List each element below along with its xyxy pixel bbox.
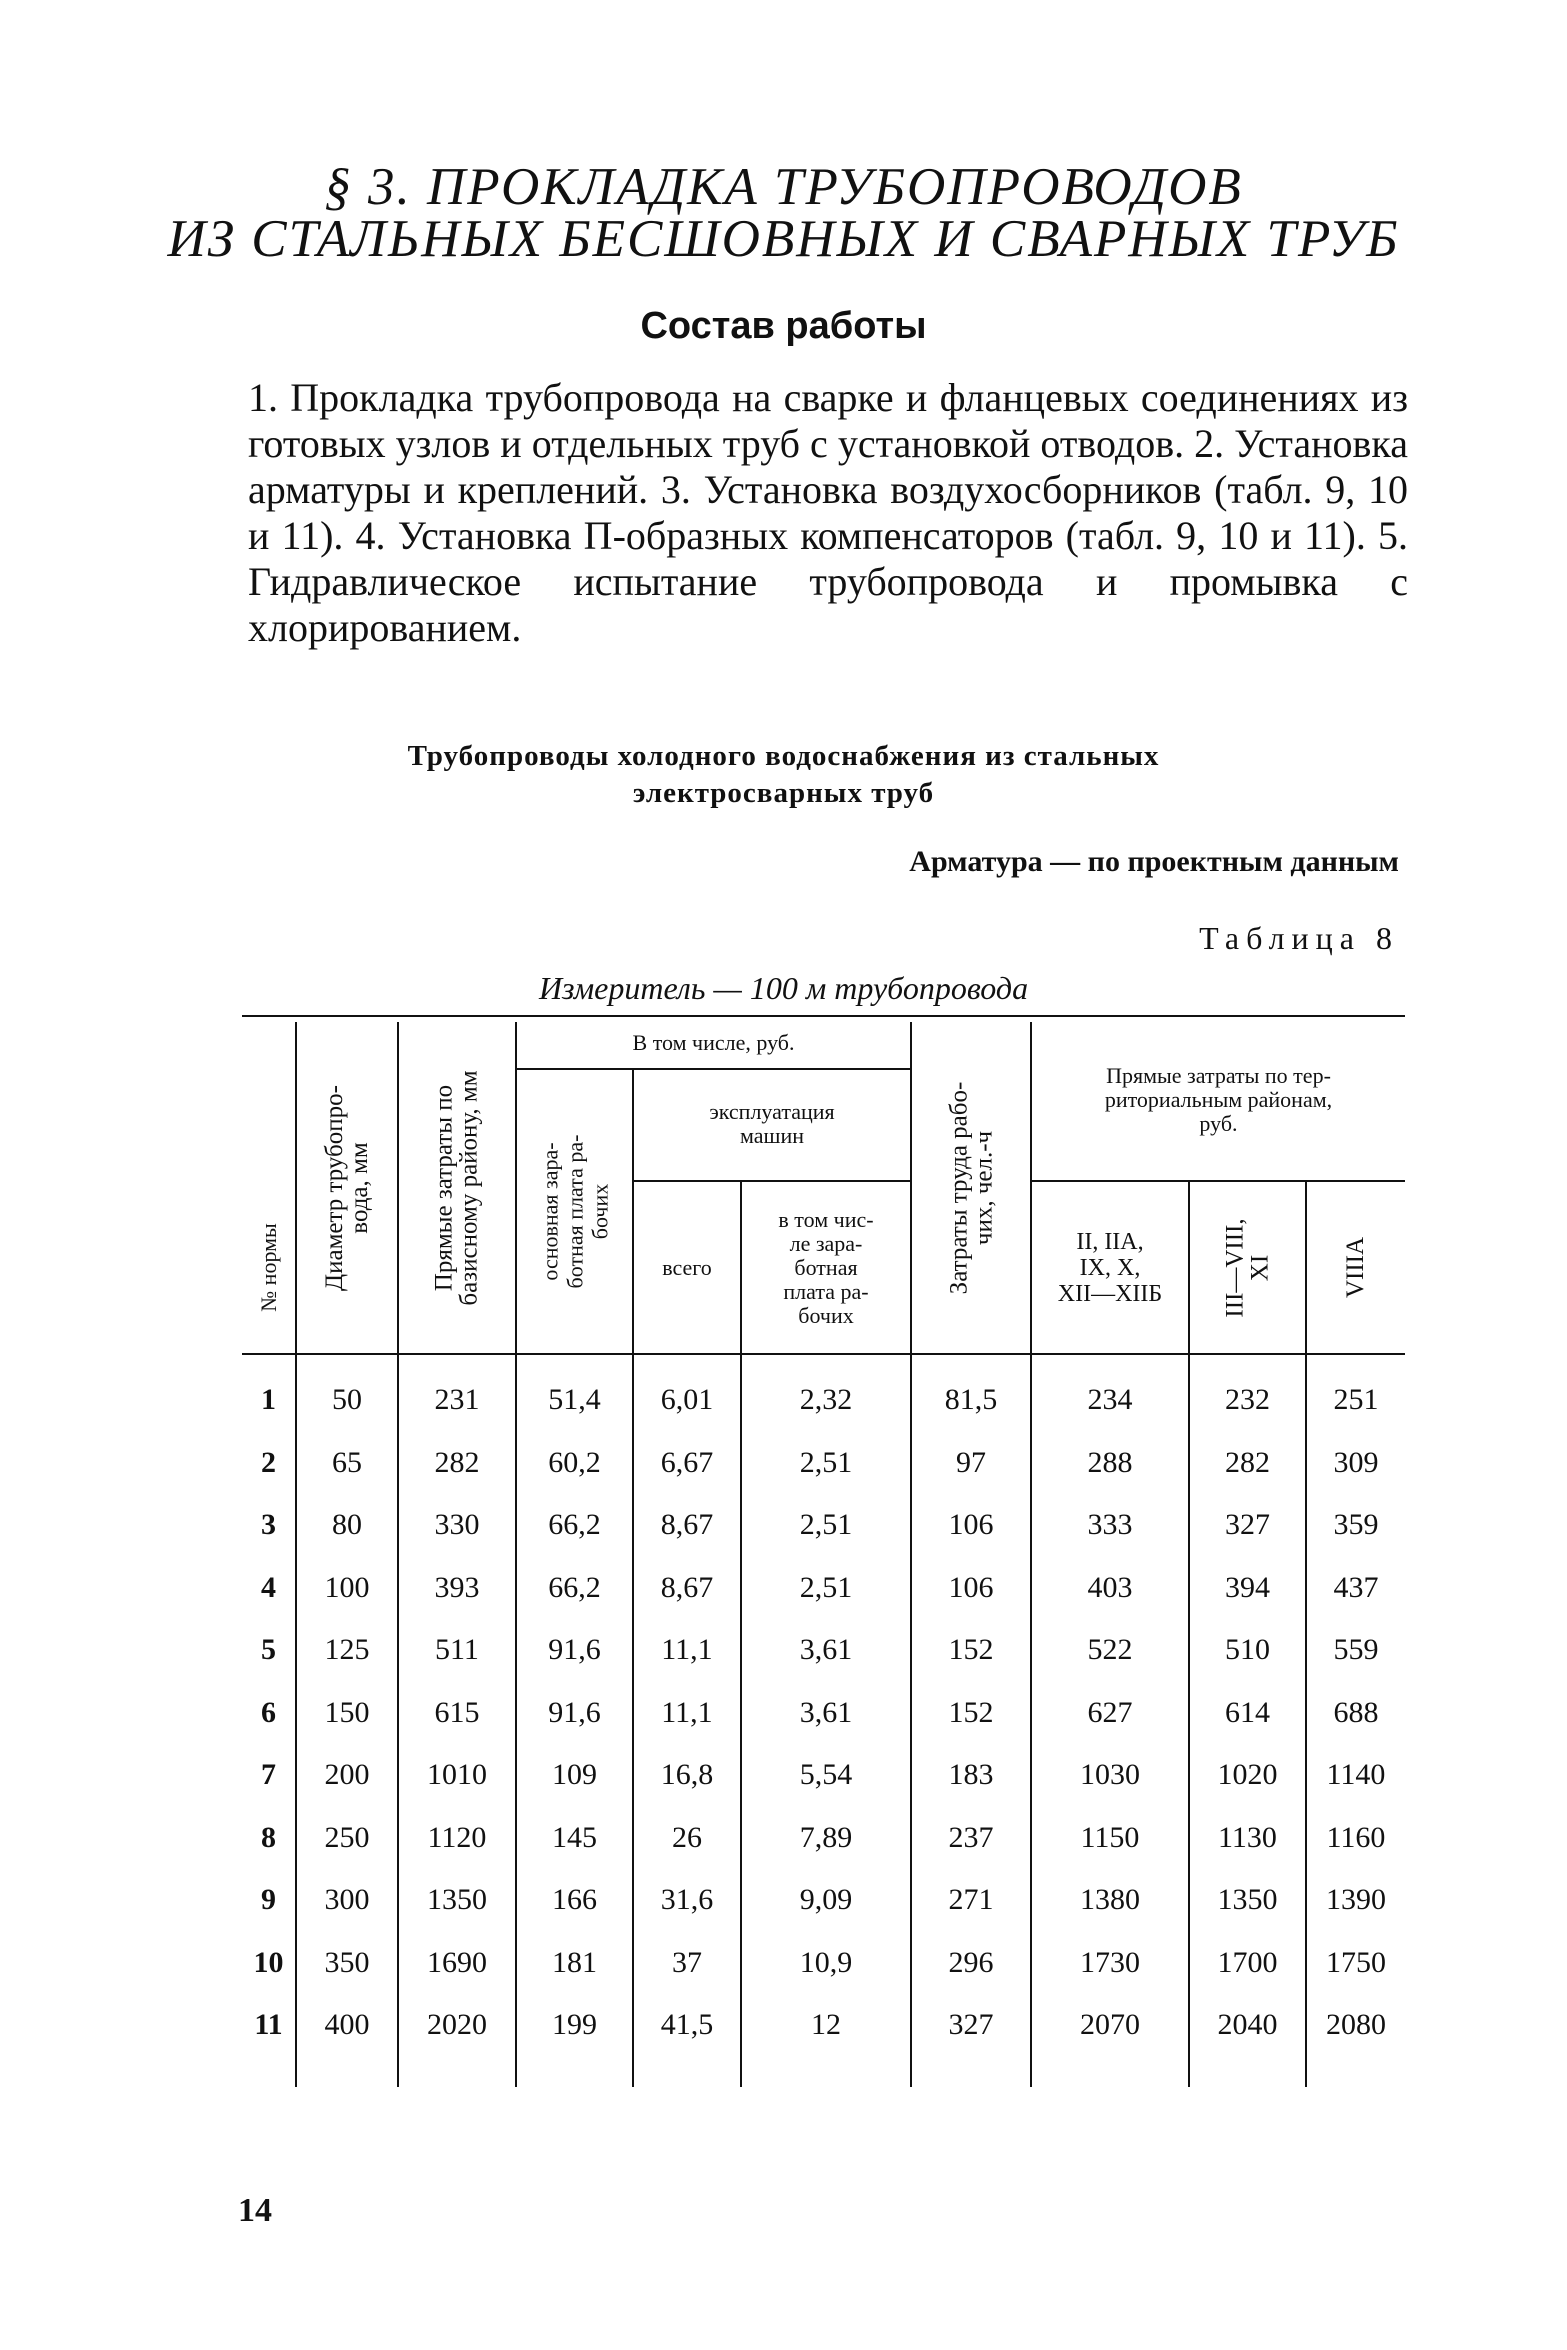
cell-direct-cost: 2020 [427, 2008, 487, 2041]
cell-machine-total: 41,5 [660, 2008, 714, 2041]
cell-region-3: 688 [1333, 1695, 1379, 1729]
cell-labor: 327 [948, 2008, 994, 2041]
header-region-3 [1307, 1182, 1405, 1353]
cell-region-1: 234 [1087, 1383, 1133, 1416]
header-region-2-text: III—VIII, XI [1221, 1217, 1274, 1318]
cell-region-3: 359 [1333, 1508, 1379, 1541]
page-number: 14 [238, 2192, 272, 2229]
cell-region-3: 251 [1333, 1383, 1379, 1416]
cell-machine-wage: 2,51 [799, 1570, 853, 1604]
cell-basic-wage: 66,2 [548, 1508, 601, 1541]
cell-machine-total: 37 [672, 1945, 702, 1979]
header-including-group: В том числе, руб. [632, 1030, 795, 1055]
cell-region-3: 1750 [1326, 1945, 1386, 1979]
cell-labor: 81,5 [944, 1383, 998, 1416]
cell-labor: 106 [948, 1570, 994, 1604]
cell-labor: 152 [948, 1633, 994, 1666]
cell-region-2: 1020 [1217, 1758, 1278, 1791]
header-norm-no-text: № нормы [256, 1223, 282, 1312]
cell-labor: 97 [956, 1445, 986, 1479]
cell-machine-wage: 9,09 [799, 1883, 853, 1916]
cell-region-2: 1130 [1218, 1820, 1277, 1854]
cell-region-1: 2070 [1080, 2008, 1140, 2041]
cell-region-3: 1140 [1326, 1758, 1386, 1791]
cell-machine-total: 11,1 [661, 1695, 713, 1729]
cell-norm-no: 3 [261, 1508, 276, 1541]
cell-machine-wage: 3,61 [799, 1633, 853, 1666]
cell-region-1: 1730 [1080, 1945, 1140, 1979]
cell-direct-cost: 282 [434, 1445, 480, 1479]
cell-region-1: 1030 [1080, 1758, 1140, 1791]
cell-labor: 183 [948, 1758, 994, 1791]
cell-norm-no: 11 [254, 2008, 283, 2041]
cell-region-2: 282 [1225, 1445, 1270, 1479]
cell-machine-total: 31,6 [660, 1883, 714, 1916]
cell-direct-cost: 615 [434, 1695, 480, 1729]
table-unit: Измеритель — 100 м трубопровода [538, 970, 1029, 1006]
header-norm-no [242, 1182, 295, 1353]
cell-diameter: 400 [324, 2008, 370, 2041]
section-title-line-1: § 3. ПРОКЛАДКА ТРУБОПРОВОДОВ [324, 158, 1243, 216]
cell-basic-wage: 66,2 [548, 1570, 601, 1604]
table-top-rule [242, 1015, 1405, 1017]
cell-region-3: 559 [1333, 1633, 1379, 1666]
cell-basic-wage: 145 [552, 1820, 597, 1854]
cell-region-2: 327 [1225, 1508, 1270, 1541]
header-diameter-text: Диаметр трубопро- вода, мм [321, 1084, 374, 1291]
cell-basic-wage: 51,4 [548, 1383, 601, 1416]
cell-region-2: 1700 [1217, 1945, 1278, 1979]
cell-labor: 152 [948, 1695, 994, 1729]
cell-direct-cost: 231 [434, 1383, 480, 1416]
cell-direct-cost: 1010 [427, 1758, 487, 1791]
cell-norm-no: 6 [261, 1695, 276, 1729]
header-machine-operation: эксплуатация машин [709, 1099, 835, 1148]
cell-labor: 271 [948, 1883, 994, 1916]
cell-region-1: 333 [1087, 1508, 1133, 1541]
cell-diameter: 80 [332, 1508, 362, 1541]
cell-diameter: 125 [324, 1633, 370, 1666]
header-basic-wage-text: основная зара- ботная плата ра- бочих [537, 1134, 612, 1289]
cell-norm-no: 9 [261, 1883, 276, 1916]
cell-norm-no: 1 [261, 1383, 276, 1416]
cell-machine-total: 6,67 [660, 1445, 714, 1479]
cell-region-3: 2080 [1326, 2008, 1386, 2041]
cell-machine-wage: 7,89 [799, 1820, 853, 1854]
cell-machine-wage: 10,9 [799, 1945, 853, 1979]
cell-region-1: 1380 [1080, 1883, 1140, 1916]
work-composition-text: 1. Прокладка трубопровода на сварке и фланцевых соединениях из готовых узлов и отдельных труб с установкой отводов. 2. Установка арматуры и креплений. 3. Установка воздухосборников (табл. 9, 10 и 11). 4. Установка П-образных компенсаторов (табл. 9, 10 и 11). 5. Гидравлическое испытание трубопровода и промывка с хлорированием. [248, 375, 1408, 650]
section-title-line-2: ИЗ СТАЛЬНЫХ БЕСШОВНЫХ И СВАРНЫХ ТРУБ [167, 210, 1400, 268]
header-region-2 [1190, 1182, 1305, 1353]
cell-region-2: 510 [1225, 1633, 1270, 1666]
cell-region-3: 309 [1333, 1445, 1379, 1479]
cell-diameter: 150 [324, 1695, 370, 1729]
cell-region-2: 232 [1225, 1383, 1270, 1416]
cell-basic-wage: 60,2 [548, 1445, 601, 1479]
cell-direct-cost: 330 [434, 1508, 480, 1541]
header-diameter [297, 1022, 397, 1353]
cell-basic-wage: 199 [552, 2008, 597, 2041]
cell-region-1: 288 [1087, 1445, 1133, 1479]
table-header-rule [242, 1353, 1405, 1355]
header-regional-group: Прямые затраты по тер- риториальным районам, руб. [1104, 1063, 1333, 1136]
cell-region-1: 1150 [1080, 1820, 1140, 1854]
cell-labor: 237 [948, 1820, 994, 1854]
cell-direct-cost: 1350 [427, 1883, 487, 1916]
cell-diameter: 100 [324, 1570, 370, 1604]
cell-norm-no: 2 [261, 1445, 276, 1479]
header-machine-total: всего [662, 1254, 712, 1280]
cell-norm-no: 4 [261, 1570, 276, 1604]
cell-region-3: 437 [1333, 1570, 1379, 1604]
table-title-line-1: Трубопроводы холодного водоснабжения из стальных [407, 740, 1160, 772]
cell-machine-total: 8,67 [660, 1508, 714, 1541]
cell-region-2: 2040 [1217, 2008, 1278, 2041]
cell-direct-cost: 511 [435, 1633, 479, 1666]
cell-machine-wage: 12 [811, 2008, 841, 2041]
cell-machine-wage: 2,32 [799, 1383, 853, 1416]
cell-labor: 296 [948, 1945, 994, 1979]
cell-diameter: 65 [332, 1445, 362, 1479]
cell-diameter: 50 [332, 1383, 362, 1416]
header-labor-text: Затраты труда рабо- чих, чел.-ч [945, 1081, 998, 1294]
cell-labor: 106 [948, 1508, 994, 1541]
cell-direct-cost: 393 [434, 1570, 480, 1604]
table-title-line-2: электросварных труб [632, 777, 935, 809]
cell-machine-total: 8,67 [660, 1570, 714, 1604]
table-title [0, 738, 1567, 812]
cell-machine-wage: 2,51 [799, 1445, 853, 1479]
cell-region-3: 1160 [1326, 1820, 1386, 1854]
header-machine-wage: в том чис- ле зара- ботная плата ра- бочих [778, 1206, 874, 1328]
cell-machine-total: 16,8 [660, 1758, 714, 1791]
work-composition-heading: Состав работы [640, 305, 927, 347]
header-direct-costs-base [399, 1022, 515, 1353]
cell-machine-total: 26 [672, 1820, 702, 1854]
cell-basic-wage: 181 [552, 1945, 597, 1979]
cell-diameter: 250 [324, 1820, 370, 1854]
cell-diameter: 300 [324, 1883, 370, 1916]
cell-norm-no: 5 [261, 1633, 276, 1666]
cell-norm-no: 8 [261, 1820, 276, 1854]
cell-machine-wage: 2,51 [799, 1508, 853, 1541]
header-basic-wage [517, 1070, 632, 1353]
header-region-1: II, IIA, IX, X, XII—XIIБ [1057, 1228, 1163, 1307]
cell-direct-cost: 1690 [427, 1945, 487, 1979]
cell-machine-wage: 5,54 [799, 1758, 853, 1791]
cell-diameter: 350 [324, 1945, 370, 1979]
cell-basic-wage: 91,6 [548, 1695, 601, 1729]
header-labor [912, 1022, 1030, 1353]
cell-basic-wage: 109 [552, 1758, 597, 1791]
cell-direct-cost: 1120 [427, 1820, 487, 1854]
cell-machine-total: 11,1 [661, 1633, 713, 1666]
cell-region-1: 522 [1087, 1633, 1133, 1666]
cell-region-2: 614 [1225, 1695, 1270, 1729]
cell-machine-total: 6,01 [660, 1383, 714, 1416]
cell-basic-wage: 166 [552, 1883, 597, 1916]
cell-diameter: 200 [324, 1758, 370, 1791]
cell-region-3: 1390 [1326, 1883, 1386, 1916]
cell-region-1: 403 [1087, 1570, 1133, 1604]
header-direct-costs-base-text: Прямые затраты по базисному району, мм [431, 1069, 484, 1306]
cell-region-2: 394 [1225, 1570, 1270, 1604]
header-region-3-text: VIIIA [1342, 1236, 1370, 1299]
table-label: Таблица 8 [1199, 920, 1399, 956]
cell-machine-wage: 3,61 [799, 1695, 853, 1729]
cell-region-2: 1350 [1217, 1883, 1278, 1916]
cell-region-1: 627 [1087, 1695, 1133, 1729]
fittings-note: Арматура — по проектным данным [909, 845, 1399, 878]
cell-basic-wage: 91,6 [548, 1633, 601, 1666]
cell-norm-no: 7 [261, 1758, 276, 1791]
cell-norm-no: 10 [253, 1945, 284, 1979]
